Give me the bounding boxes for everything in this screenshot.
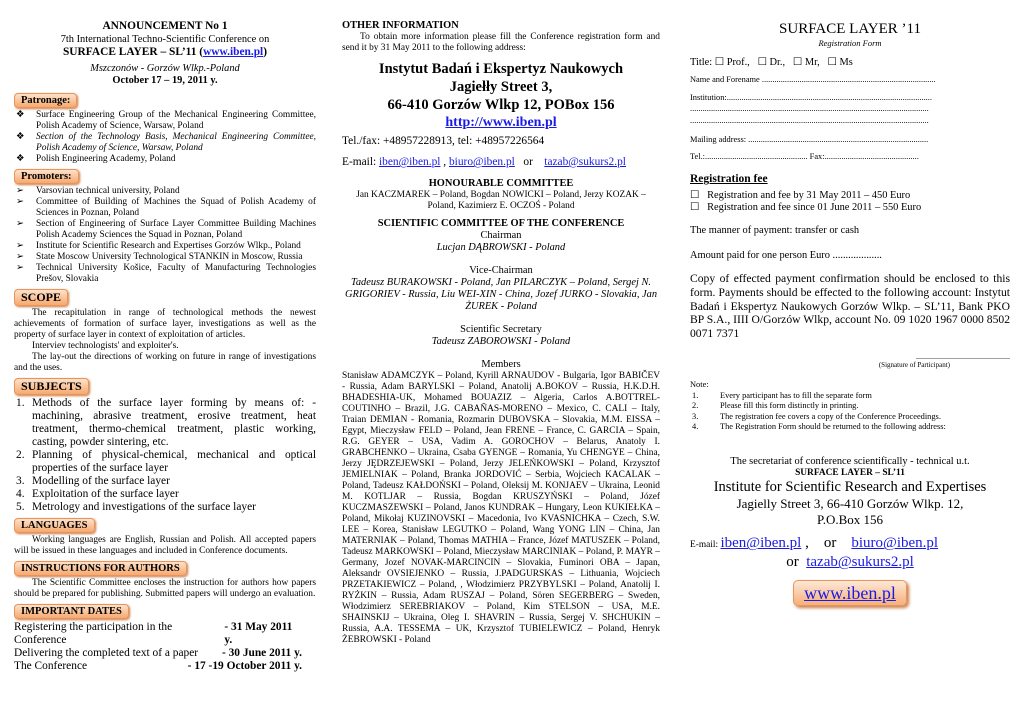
list-item [14,263,316,285]
institution-field[interactable]: Institution:.................................................................................................. [690,93,932,103]
title-option-label: Dr., [769,57,786,68]
list-item [14,219,316,241]
list-item-text: Section of the Technology Basis, Mechanical Engineering Committee, Polish Academy of Science, Warsaw, Poland [36,132,316,153]
promoters-heading: Promoters: [14,169,79,184]
list-item [690,412,1010,422]
list-number: 3. [16,475,25,487]
list-number: 2. [692,401,699,411]
email-separator: , or [801,535,852,552]
secretariat-line: The secretariat of conference scientifically - technical u.t. [730,456,970,468]
notes-list [690,391,1010,433]
bullet-icon: ➢ [16,186,24,196]
list-item-text: State Moscow University Technological STANKIN in Moscow, Russia [36,252,303,262]
list-item-text: Metrology and investigations of the surface layer [32,501,256,513]
vice-chairman-names: Tadeusz BURAKOWSKI - Poland, Jan PILARCZYK – Poland, Sergej N. GRIGORIEV - Russia, Liu WEI-XIN - China, Jozef JURKO - Slovakia, Jan ŻUREK - Poland [344,277,658,312]
email-or: or [514,156,545,168]
institute-street: Jagiełły Street 3, [449,79,553,95]
list-item [690,422,1010,432]
tel-fax: Tel./fax: +48957228913, tel: +48957226564 [342,135,545,147]
important-dates-list [14,621,316,673]
list-number: 3. [692,411,699,421]
list-item-text: Committee of Building of Machines the Squad of Polish Academy of Sciences in Poznan, Poland [36,197,316,218]
middle-column [342,0,660,725]
subjects-heading: SUBJECTS [14,378,89,395]
patronage-list [14,110,316,165]
date-label: Delivering the completed text of a paper [14,647,199,659]
list-number: 1. [692,390,699,400]
list-item [14,241,316,252]
secretariat-email-line-2 [690,553,1010,572]
email-separator: , [440,156,449,168]
checkbox-icon[interactable]: ☐ [757,57,767,68]
email-link-iben[interactable]: iben@iben.pl [379,156,441,168]
list-item-text: Technical University Košice, Faculty of Manufacturing Technologies Prešov, Slovakia [36,263,316,284]
list-item-text: Polish Engineering Academy, Poland [36,154,176,164]
instructions-heading: INSTRUCTIONS FOR AUTHORS [14,561,187,576]
checkbox-icon[interactable]: ☐ [690,190,700,202]
institute-name: Instytut Badań i Ekspertyz Naukowych [378,61,624,77]
date-label: Registering the participation in the Conference [14,621,173,646]
other-info-text: To obtain more information please fill the Conference registration form and send it by 31 May 2011 to the following address: [342,32,660,53]
chairman-label: Chairman [480,230,522,241]
languages-heading: LANGUAGES [14,518,95,533]
date-row [14,660,316,673]
instructions-text: The Scientific Committee encloses the instruction for authors how papers should be prepared for publishing. Submitted papers will undergo an evaluation. [14,578,316,599]
checkbox-icon[interactable]: ☐ [792,57,803,68]
email-label: E-mail: [690,540,721,551]
title-option-prof[interactable] [715,57,750,68]
secretariat-institute: Institute for Scientific Research and Expertises [713,479,987,496]
checkbox-icon[interactable]: ☐ [827,57,837,68]
scope-paragraph-2: Interviev technologists' and exploiter's. [32,341,179,351]
left-column [14,0,316,725]
title-option-mr[interactable] [793,57,820,68]
payment-instructions: Copy of effected payment confirmation should be enclosed to this form. Payments should be effected to the following account: Instytut Badań i Ekspertyz Naukowych Gorzów Wlkp. – SL’11, Bank PKO BP S.A., IIII O/Gorzów Wlkp, account No. 09 1020 1967 0000 8502 0071 7371 [690,272,1010,340]
list-item [14,186,316,197]
bullet-icon: ❖ [16,154,25,164]
secretariat-email-biuro[interactable]: biuro@iben.pl [851,535,939,552]
list-item-text: Section of Engineering of Surface Layer Committee Building Machines Polish Academy Sciences the Squad in Poznan, Poland [36,219,316,240]
title-option-ms[interactable] [828,57,853,68]
important-dates-heading: IMPORTANT DATES [14,604,129,619]
list-item [14,197,316,219]
bullet-icon: ❖ [16,110,25,120]
name-field[interactable]: Name and Forename ................................................................................... [690,75,936,84]
list-item-text: Every participant has to fill the separate form [720,390,872,400]
conference-place: Mszczonów - Gorzów Wlkp.-Poland [90,63,240,74]
list-item [14,154,316,165]
list-item [14,397,316,449]
scope-paragraph-3: The lay-out the directions of working on future in range of investigations and the uses. [14,352,316,373]
institution-field-line-2[interactable]: .................................................................................................................. [690,103,929,113]
list-number: 1. [16,397,25,409]
list-item-text: The Registration Form should be returned to the following address: [720,422,946,432]
secretariat-address: Jagielly Street 3, 66-410 Gorzów Wlkp. 12, [736,496,964,512]
announcement-heading: ANNOUNCEMENT No 1 [102,20,228,32]
title-options [690,57,1010,69]
email-line [342,156,660,169]
secretary-label: Scientific Secretary [460,324,542,335]
list-item-text: Varsovian technical university, Poland [36,186,180,196]
title-option-label: Ms [839,57,853,68]
list-item-text: Methods of the surface layer forming by means of: - machining, abrasive treatment, erosive treatment, heat treatment, thermo-chemical treatment, plastic working, casting, powder sintering, etc. [32,397,316,448]
members-label: Members [481,359,521,370]
right-column [690,0,1010,725]
website-button[interactable]: www.iben.pl [793,580,907,606]
languages-text: Working languages are English, Russian and Polish. All accepted papers will be issued in these languages and included in Conference documents. [14,535,316,556]
list-item-text: Exploitation of the surface layer [32,488,179,500]
form-subtitle: Registration Form [818,38,882,48]
registration-fee-heading: Registration fee [690,173,768,186]
list-item [14,110,316,132]
conference-line: 7th International Techno-Scientific Conference on [60,34,270,45]
secretariat-pobox: P.O.Box 156 [816,512,884,528]
fee-option-label: Registration and fee by 31 May 2011 – 450 Euro [707,190,911,202]
conference-website-link[interactable]: www.iben.pl [203,46,264,58]
bullet-icon: ➢ [16,197,24,207]
list-item [14,132,316,154]
list-item [14,488,316,501]
amount-paid-field[interactable]: Amount paid for one person Euro ................... [690,250,882,262]
secretariat-title: SURFACE LAYER – SL’11 [795,468,905,479]
date-row [14,621,316,647]
other-info-heading: OTHER INFORMATION [342,20,459,31]
title-option-label: Prof., [726,57,750,68]
list-item-text: Institute for Scientific Research and Expertises Gorzów Wlkp., Poland [36,241,301,251]
date-value: - 17 -19 October 2011 y. [187,660,302,672]
email-label: E-mail: [342,156,380,168]
signature-line[interactable]: ............................................... [916,352,1010,362]
tel-fax-field[interactable]: Tel.:................................................. Fax:............................................. [690,152,919,162]
list-item [14,449,316,475]
email-or: or [786,554,807,571]
scope-heading: SCOPE [14,289,68,306]
bullet-icon: ➢ [16,219,24,229]
list-number: 5. [16,501,25,513]
institute-website-link[interactable]: http://www.iben.pl [445,115,557,130]
secretariat-email-line [690,534,1010,553]
date-label: The Conference [14,660,88,672]
conference-title-close: ) [263,46,268,58]
date-value: - 30 June 2011 y. [221,647,302,659]
fee-option-label: Registration and fee since 01 June 2011 – 550 Euro [707,202,922,214]
institution-field-line-3[interactable]: .................................................................................................................. [690,116,929,126]
scientific-committee-heading: SCIENTIFIC COMMITTEE OF THE CONFERENCE [377,218,625,229]
list-item [14,501,316,514]
conference-title-text: SURFACE LAYER – SL’11 ( [62,46,204,58]
email-link-tazab[interactable]: tazab@sukurs2.pl [544,156,626,168]
list-item [14,475,316,488]
checkbox-icon[interactable]: ☐ [714,57,725,68]
secretary-name: Tadeusz ZABOROWSKI - Poland [431,336,571,347]
list-item [690,401,1010,411]
mailing-address-field[interactable]: Mailing address: ...................................................................................... [690,134,929,144]
checkbox-icon[interactable]: ☐ [690,202,700,214]
email-link-biuro[interactable]: biuro@iben.pl [448,156,515,168]
form-title: SURFACE LAYER ’11 [779,21,921,37]
list-item [14,252,316,263]
chairman-name: Lucjan DĄBROWSKI - Poland [436,242,566,253]
vice-chairman-label: Vice-Chairman [469,265,533,276]
bullet-icon: ➢ [16,263,24,273]
honourable-committee-heading: HONOURABLE COMMITTEE [428,178,574,189]
honourable-committee-members: Jan KACZMAREK – Poland, Bogdan NOWICKI – Poland, Jerzy KOZAK – Poland, Kazimierz E. OCZOŚ - Poland [356,190,646,211]
institute-city: 66-410 Gorzów Wlkp 12, POBox 156 [387,97,615,113]
list-item-text: Surface Engineering Group of the Mechanical Engineering Committee, Polish Academy of Science, Warsaw, Poland [36,110,316,131]
list-item-text: Please fill this form distinctly in printing. [720,401,859,411]
list-number: 2. [16,449,25,461]
title-option-label: Mr, [804,57,820,68]
conference-date: October 17 – 19, 2011 y. [112,75,218,86]
subjects-list [14,397,316,514]
payment-manner: The manner of payment: transfer or cash [690,225,860,237]
title-option-dr[interactable] [758,57,786,68]
promoters-list [14,186,316,285]
secretariat-email-iben[interactable]: iben@iben.pl [720,535,802,552]
bullet-icon: ❖ [16,132,25,142]
bullet-icon: ➢ [16,241,24,251]
members-list: Stanisław ADAMCZYK – Poland, Kyrill ARNAUDOV - Bulgaria, Igor BABIČEV - Russia, Adam BARYLSKI – Poland, Anatolij A.BOKOV – Russia, H.K.D.H. BHADESHIA-UK, Mohamed BOUAZIZ – Algeria, Carlos A.BOTTREL-COUTINHO – Brazil, J.G. CABAÑAS-MORENO – Mexico, C. CALI – Italy, Traian DEMIAN - Romania, Rozmarin DUBOVSKA – Slovakia, M.M. EISSA – Egypt, Mieczysław FELD – Poland, Jean FRENE – France, C. GARCIA – Spain, R.G. GEYER – USA, Vadim A. GOROCHOV – Belarus, Anatoly I. GRABCHENKO – Ukraina, Csaba GYENGE – Romania, Yu CHENGYE – China, Jerzy JĘDRZEJEWSKI – Poland, Jerzy JELEŃKOWSKI – Poland, Krzysztof JEMIELNIAK – Poland, Branka JORDOVIĆ – Serbia, Wojciech KACALAK – Poland, Tadeusz KAŁDOŃSKI – Poland, Oleksij M. KONJAEV – Ukraina, Leonid M. KOTLJAR – Russia, Bogdan KRUSZYŃSKI – Poland, Józef KUCZMASZEWSKI – Poland, Janos KUNDRAK – Hungary, Leon KUKIEŁKA – Poland, Mikołaj KUZINOVSKI – Macedonia, Ivo KVASNICHKA – Czech, S.W. LEE – Korea, Stanisław LEGUTKO – Poland, Wang YONG LIN – China, Jan MATERNIAK – Poland, Thomas MATHIA – France, Józef MATUSZEK – Poland, Tadeusz MARKOWSKI – Poland, Mieczysław MARCINIAK – Poland, P. MAYR – Germany, Jozef NOVAK-MARCINCIN – Slovakia, Fuminori OBA – Japan, Aleksandr OVSIEJENKO – Russia, J.PADGURSKAS – Lithuania, Wojciech PRZETAKIEWICZ – Poland, , Włodzimierz PRZYBYLSKI – Poland, Anatolij I. RYŻKIN – Russia, Adam RUSZAJ – Poland, Sören SEGERBERG – Sweden, Włodzimierz SEREBRIAKOV – Poland, Kim STELSON – USA, M.E. SHAINSKIJ – Ukraina, Oleg I. SHAVRIN – Russia, Sergej V. SHCHUKIN – Russia, A.A. TESSEMA – UK, Krzysztof TUBIELEWICZ – Poland, Henryk ŻEBROWSKI - Poland [342,371,660,645]
fee-option-late[interactable] [690,202,1010,214]
secretariat-email-tazab[interactable]: tazab@sukurs2.pl [806,554,914,571]
conference-title [14,46,316,59]
signature-label: (Signature of Participant) [878,361,950,370]
list-item [690,391,1010,401]
list-number: 4. [16,488,25,500]
list-item-text: Modelling of the surface layer [32,475,170,487]
list-item-text: Planning of physical-chemical, mechanical and optical properties of the surface layer [32,449,316,474]
date-row [14,647,316,660]
title-label: Title: [690,57,715,68]
date-value: - 31 May 2011 y. [224,621,293,646]
list-item-text: The registration fee covers a copy of the Conference Proceedings. [720,411,941,421]
list-number: 4. [692,422,699,432]
patronage-heading: Patronage: [14,93,77,108]
note-label: Note: [690,380,709,390]
fee-option-early[interactable] [690,190,1010,202]
scope-paragraph-1: The recapitulation in range of technological methods the newest achievements of formation of surface layer, investigations as well as the property of surface layer in context of exploitation of articles. [14,308,316,340]
bullet-icon: ➢ [16,252,24,262]
